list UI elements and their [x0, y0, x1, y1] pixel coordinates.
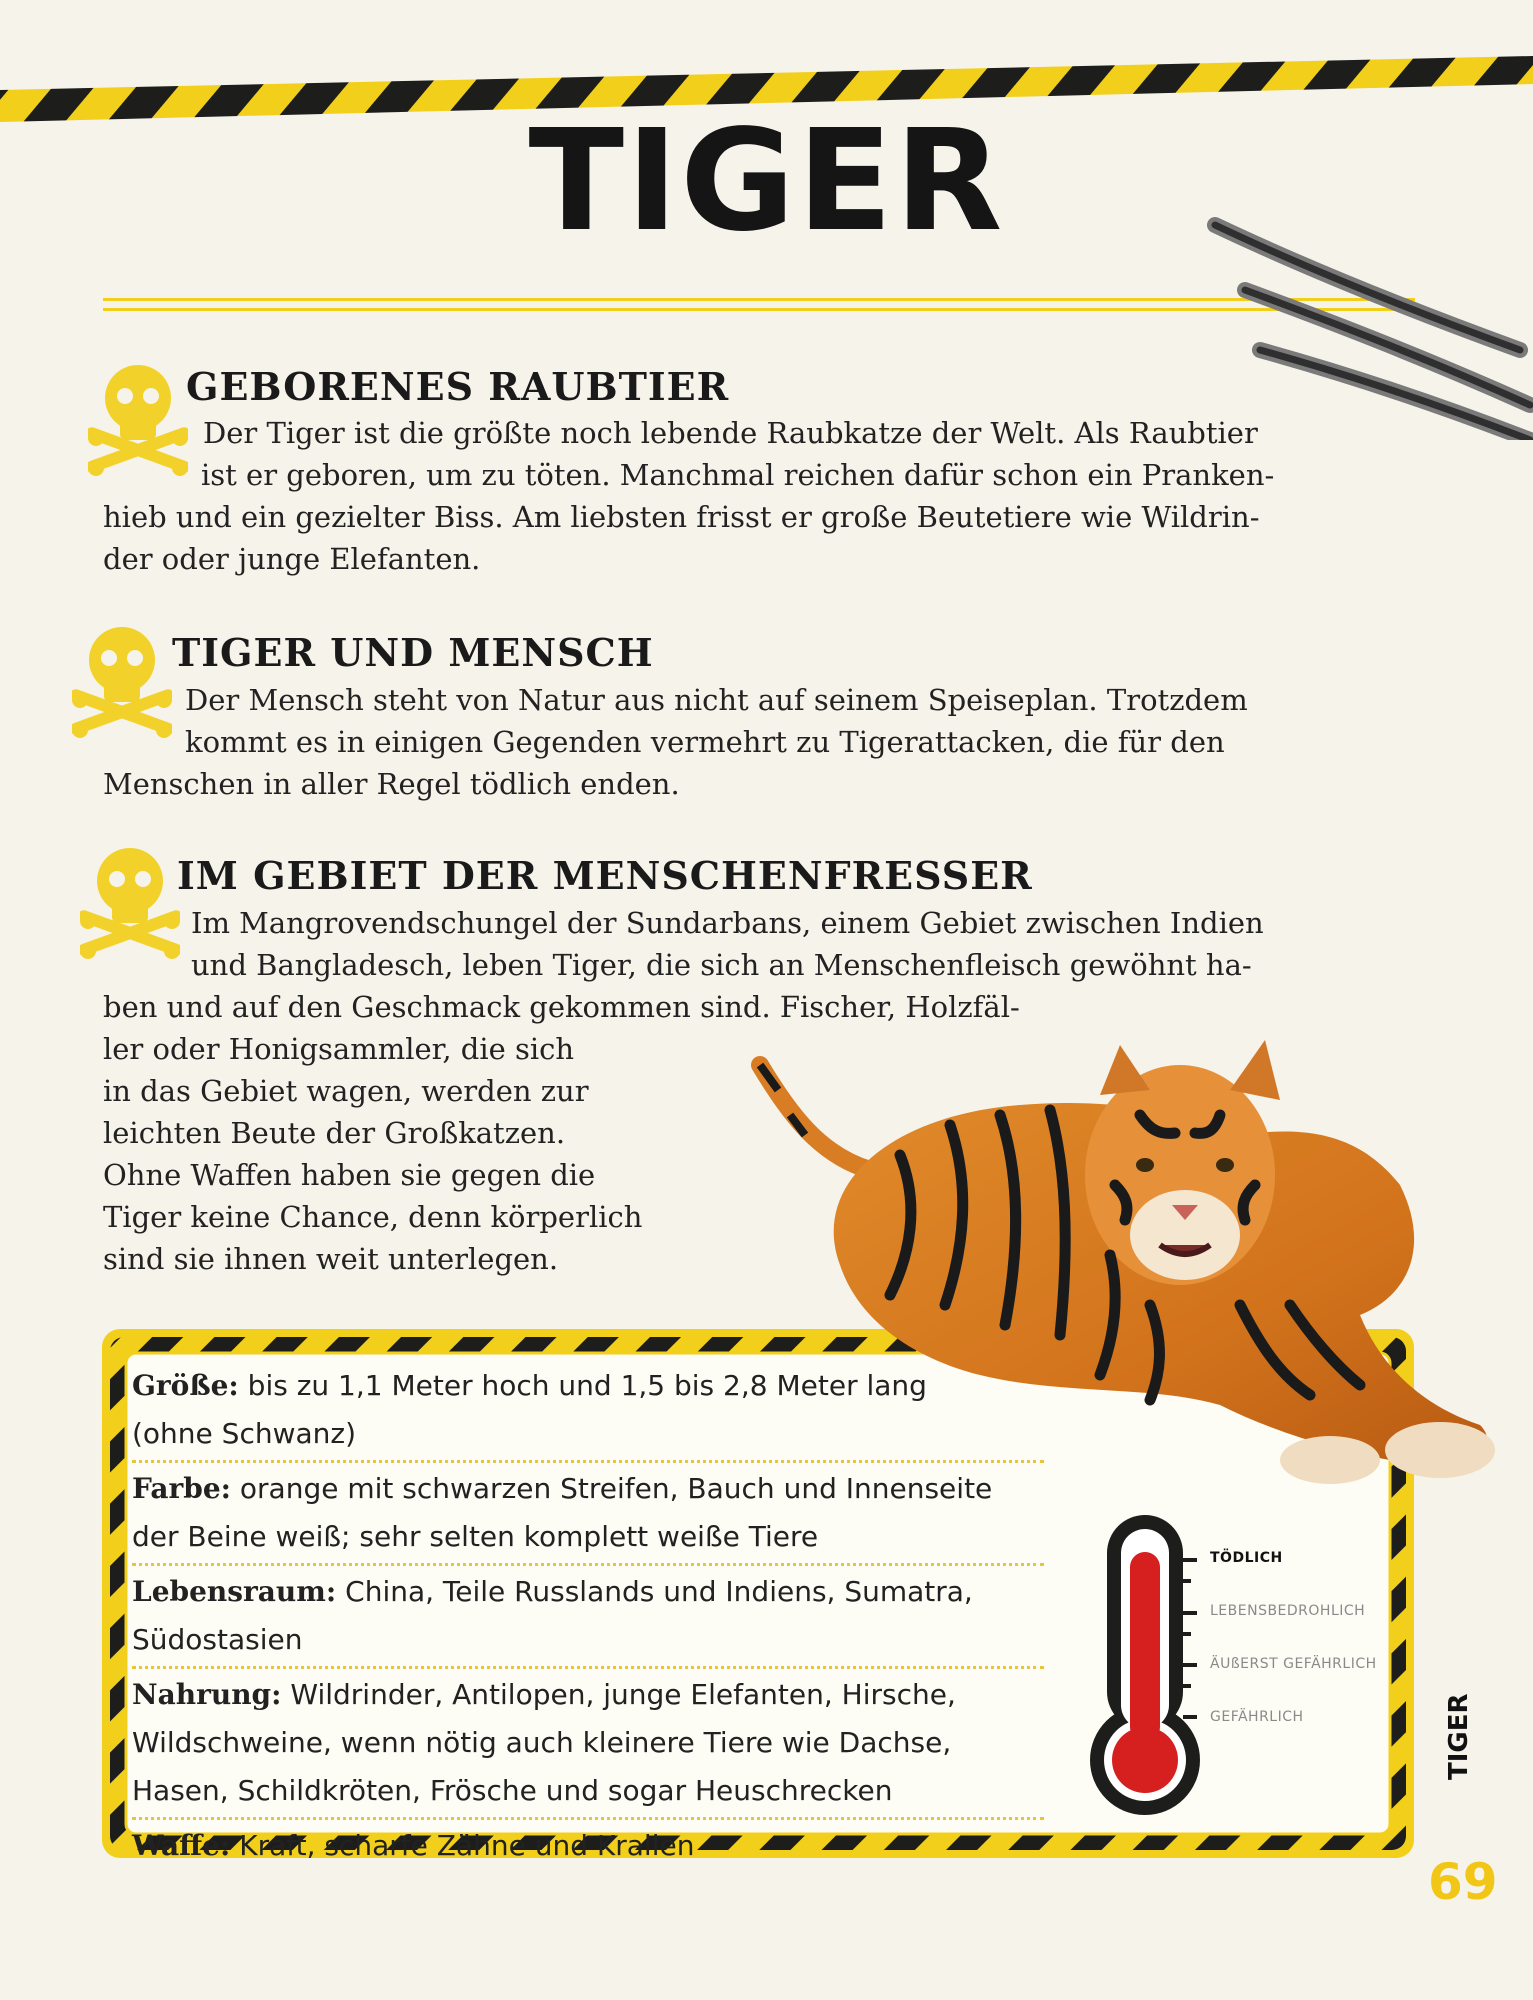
thermometer-fill — [1130, 1552, 1160, 1742]
fact-label: Nahrung: — [132, 1678, 282, 1711]
fact-label: Lebensraum: — [132, 1575, 337, 1608]
danger-level-label: ÄUßERST GEFÄHRLICH — [1210, 1656, 1377, 1672]
section-heading: TIGER UND MENSCH — [172, 630, 654, 675]
section-paragraph — [103, 679, 1248, 805]
fact-value: orange mit schwarzen Streifen, Bauch und Innenseite — [239, 1472, 993, 1505]
fact-label: Größe: — [132, 1369, 239, 1402]
fact-value: der Beine weiß; sehr selten komplett weiße Tiere — [132, 1520, 819, 1553]
paragraph-line: Der Mensch steht von Natur aus nicht auf seinem Speiseplan. Trotzdem — [185, 683, 1248, 717]
section-heading: IM GEBIET DER MENSCHENFRESSER — [177, 853, 1033, 898]
side-label: TIGER — [1444, 1693, 1474, 1780]
danger-level-label: GEFÄHRLICH — [1210, 1709, 1304, 1725]
section-heading: GEBORENES RAUBTIER — [186, 364, 730, 409]
fact-value: Kraft, scharfe Zähne und Krallen — [239, 1829, 695, 1862]
paragraph-line: kommt es in einigen Gegenden vermehrt zu Tigerattacken, die für den — [185, 725, 1225, 759]
paragraph-line: der oder junge Elefanten. — [103, 542, 481, 576]
claw-scratch-icon — [1200, 200, 1533, 440]
paragraph-line: Der Tiger ist die größte noch lebende Raubkatze der Welt. Als Raubtier — [203, 416, 1258, 450]
paragraph-line: Im Mangrovendschungel der Sundarbans, einem Gebiet zwischen Indien — [191, 906, 1264, 940]
fact-item — [132, 1822, 1044, 1872]
thermometer-icon — [1085, 1515, 1205, 1815]
fact-item — [132, 1465, 1044, 1566]
paragraph-line: leichten Beute der Großkatzen. — [103, 1116, 566, 1150]
danger-level-label: LEBENSBEDROHLICH — [1210, 1603, 1366, 1619]
paragraph-line: und Bangladesch, leben Tiger, die sich an Menschenfleisch gewöhnt ha- — [191, 948, 1252, 982]
paragraph-line: Tiger keine Chance, denn körperlich — [103, 1200, 643, 1234]
section-paragraph — [103, 412, 1274, 580]
fact-value: bis zu 1,1 Meter hoch und 1,5 bis 2,8 Meter lang — [247, 1369, 927, 1402]
paragraph-line: ler oder Honigsammler, die sich — [103, 1032, 575, 1066]
fact-item — [132, 1671, 1044, 1820]
fact-value: (ohne Schwanz) — [132, 1417, 357, 1450]
page-number: 69 — [1428, 1853, 1498, 1911]
paragraph-line: sind sie ihnen weit unterlegen. — [103, 1242, 559, 1276]
fact-item — [132, 1568, 1044, 1669]
fact-value: Wildschweine, wenn nötig auch kleinere Tiere wie Dachse, — [132, 1726, 952, 1759]
page-title: TIGER — [528, 100, 1005, 263]
paragraph-line: Ohne Waffen haben sie gegen die — [103, 1158, 596, 1192]
fact-item — [132, 1362, 1044, 1463]
paragraph-line: ist er geboren, um zu töten. Manchmal reichen dafür schon ein Pranken- — [201, 458, 1275, 492]
paragraph-line: in das Gebiet wagen, werden zur — [103, 1074, 589, 1108]
danger-level-label: TÖDLICH — [1210, 1550, 1283, 1566]
fact-label: Farbe: — [132, 1472, 231, 1505]
paragraph-line: ben und auf den Geschmack gekommen sind. Fischer, Holzfäl- — [103, 990, 1020, 1024]
fact-value: China, Teile Russlands und Indiens, Sumatra, — [345, 1575, 973, 1608]
paragraph-line: hieb und ein gezielter Biss. Am liebsten frisst er große Beutetiere wie Wildrin- — [103, 500, 1260, 534]
fact-value: Südostasien — [132, 1623, 303, 1656]
fact-value: Wildrinder, Antilopen, junge Elefanten, Hirsche, — [290, 1678, 956, 1711]
fact-value: Hasen, Schildkröten, Frösche und sogar Heuschrecken — [132, 1774, 893, 1807]
fact-label: Waffe: — [132, 1829, 231, 1862]
paragraph-line: Menschen in aller Regel tödlich enden. — [103, 767, 680, 801]
fact-list — [132, 1362, 1044, 1874]
